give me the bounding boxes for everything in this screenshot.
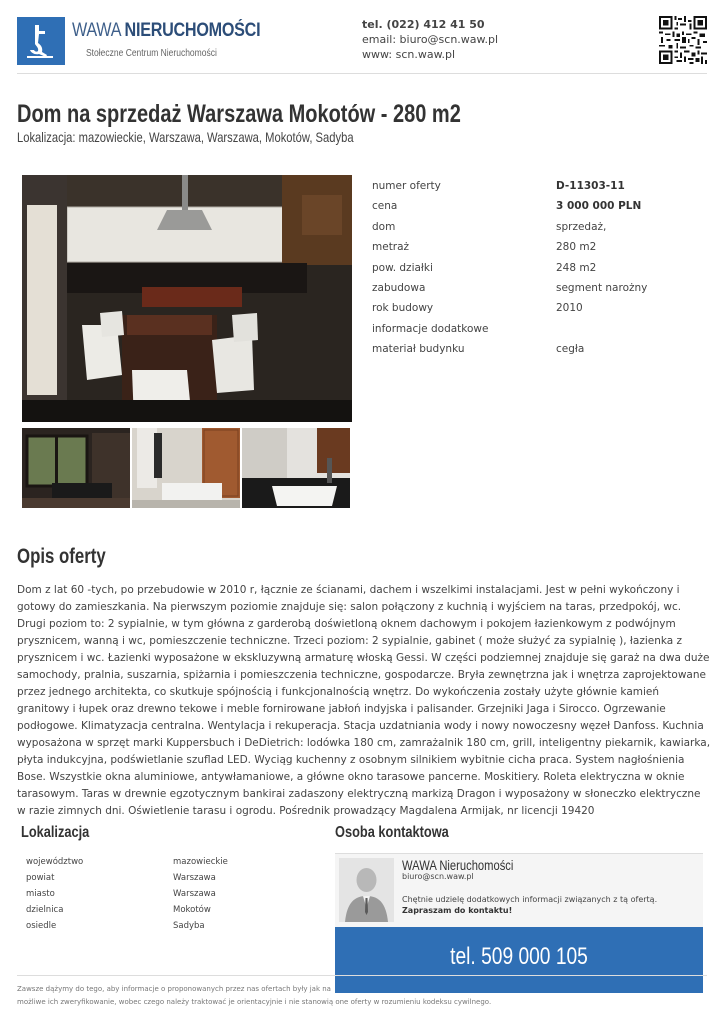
location-value: Sadyba [173,921,205,931]
detail-value: 248 m2 [556,261,597,274]
location-label: dzielnica [26,905,64,915]
logo [17,17,65,65]
header-email[interactable]: email: biuro@scn.waw.pl [362,33,499,46]
detail-row-house [372,218,712,238]
location-subtitle: Lokalizacja: mazowieckie, Warszawa, Warszawa, Mokotów, Sadyba [17,129,354,145]
detail-row-price [372,197,712,217]
detail-row-offer-number [372,177,712,197]
location-table [26,855,286,935]
details-table [372,177,712,361]
location-value: mazowieckie [173,857,228,867]
contact-name: WAWA Nieruchomości [402,857,514,873]
detail-value: 3 000 000 PLN [556,200,642,213]
disclaimer-line-2: możliwe ich zweryfikowanie, wobec czego należy traktować je orientacyjnie i nie stanowią one oferty w rozumieniu kodeksu cywilnego. [17,998,492,1006]
location-value: Warszawa [173,889,216,899]
page-header [0,0,725,75]
detail-value: 280 m2 [556,241,597,254]
detail-row-additional-info [372,320,712,340]
main-photo[interactable] [22,175,352,422]
header-www[interactable]: www: scn.waw.pl [362,48,456,61]
detail-label: materiał budynku [372,343,465,356]
detail-label: metraż [372,241,410,254]
contact-email[interactable]: biuro@scn.waw.pl [402,872,474,881]
thumbnail-1[interactable] [22,428,130,508]
mermaid-logo-icon [17,17,65,65]
location-label: województwo [26,857,84,867]
disclaimer-line-1: Zawsze dążymy do tego, aby informacje o proponowanych przez nas ofertach były jak na [17,985,331,993]
header-divider [17,73,707,74]
location-value: Warszawa [173,873,216,883]
location-value: Mokotów [173,905,211,915]
person-avatar-icon [339,858,394,922]
contact-phone[interactable]: tel. 509 000 105 [450,943,588,970]
location-row-city [26,887,286,903]
living-room-thumbnail-image [22,428,130,508]
header-phone[interactable]: tel. (022) 412 41 50 [362,18,485,31]
kitchen-photo-image [22,175,352,422]
footer-divider [17,975,707,976]
detail-value: segment narożny [556,281,648,294]
detail-label: rok budowy [372,302,434,315]
detail-row-year-built [372,299,712,319]
location-row-county [26,871,286,887]
contact-info-text: Chętnie udzielę dodatkowych informacji związanych z tą ofertą. [402,895,658,904]
location-row-district [26,903,286,919]
footer-disclaimer [17,983,707,1009]
bathroom-thumbnail-image [132,428,240,508]
description-text: Dom z lat 60 -tych, po przebudowie w 2010 r, łącznie ze ścianami, dachem i wszelkimi instalacjami. Jest w pełni wykończony i gotowy do zamieszkania. Na pierwszym poziomie znajduje się: salon połączony z kuchnią i wyjściem na taras, przedpokój, wc. Drugi poziom to: 2 sypialnie, w tym główna z garderobą doświetloną oknem dachowym i pokojem łazienkowym z podwójnym prysznicem, wanną i wc, pomieszczenie techniczne. Trzeci poziom: 2 sypialnie, gabinet ( może służyć za sypialnię ), łazienka z prysznicem i wc. Łazienki wyposażone w ekskluzywną armaturę włoską Gessi. W części podziemnej znajduje się garaż na dwa duże samochody, pralnia, suszarnia, spiżarnia i pomieszczenia techniczne, gospodarcze. Bryła zewnętrzna jak i wnętrza zaprojektowane przez jednego architekta, co skutkuje spójnością i funkcjonalnością wnętrz. Do wykończenia zostały użyte głównie kamień granitowy i łupek oraz drewno tekowe i meble fornirowane jabłoń indyjska i palisander. Grzejniki Jaga i Sirocco. Ogrzewanie podłogowe. Klimatyzacja centralna. Wentylacja i rekuperacja. Stacja uzdatniania wody i nowy nowoczesny węzeł Danfoss. Kuchnia wyposażona w sprzęt marki Kuppersbuch i DeDietrich: lodówka 180 cm, zamrażalnik 180 cm, grill, inteligentny piekarnik, kawiarka, płyta indukcyjna, podświetlanie szuflad LED. Wyciąg kuchenny z osobnym silnikiem wybitnie cicha praca. System nagłośnienia Bose. Wszystkie okna aluminiowe, antywłamaniowe, a główne okno tarasowe pancerne. Moskitiery. Roleta elektryczna w oknie tarasowym. Taras w drewnie egzotycznym bankirai zadaszony elektryczną markizą Dragon i wyposażony w słoneczko elektryczne w razie zimnych dni. Oświetlenie tarasu i ogrodu. Pośrednik prowadzący Magdalena Armijak, nr licencji 19420 [17,584,711,817]
location-label: miasto [26,889,55,899]
detail-row-area [372,238,712,258]
detail-value: D-11303-11 [556,180,625,192]
detail-label: zabudowa [372,281,426,294]
header-contact [362,17,498,62]
thumbnail-2[interactable] [132,428,240,508]
page-title: Dom na sprzedaż Warszawa Mokotów - 280 m2 [17,100,461,128]
description-heading: Opis oferty [17,545,106,568]
detail-value: cegła [556,343,585,356]
contact-person-heading: Osoba kontaktowa [335,824,449,841]
detail-value: sprzedaż, [556,220,607,233]
location-label: powiat [26,873,55,883]
qr-code-icon [659,16,707,64]
location-row-voivodeship [26,855,286,871]
detail-label: numer oferty [372,180,441,192]
detail-label: dom [372,220,396,233]
avatar [339,858,394,922]
detail-label: cena [372,200,398,213]
bath-thumbnail-image [242,428,350,508]
detail-value: 2010 [556,302,583,315]
location-heading: Lokalizacja [21,824,90,841]
contact-cta: Zapraszam do kontaktu! [402,906,513,915]
location-row-estate [26,919,286,935]
thumbnail-3[interactable] [242,428,350,508]
detail-row-plot-area [372,259,712,279]
brand-name: WAWA NIERUCHOMOŚCI [72,20,261,41]
location-label: osiedle [26,921,57,931]
contact-info [402,894,657,916]
brand-subtitle: Stołeczne Centrum Nieruchomości [86,48,217,59]
detail-label: informacje dodatkowe [372,322,489,335]
detail-row-building-type [372,279,712,299]
contact-person-card [335,853,703,927]
detail-row-building-material [372,340,712,360]
detail-label: pow. działki [372,261,433,274]
